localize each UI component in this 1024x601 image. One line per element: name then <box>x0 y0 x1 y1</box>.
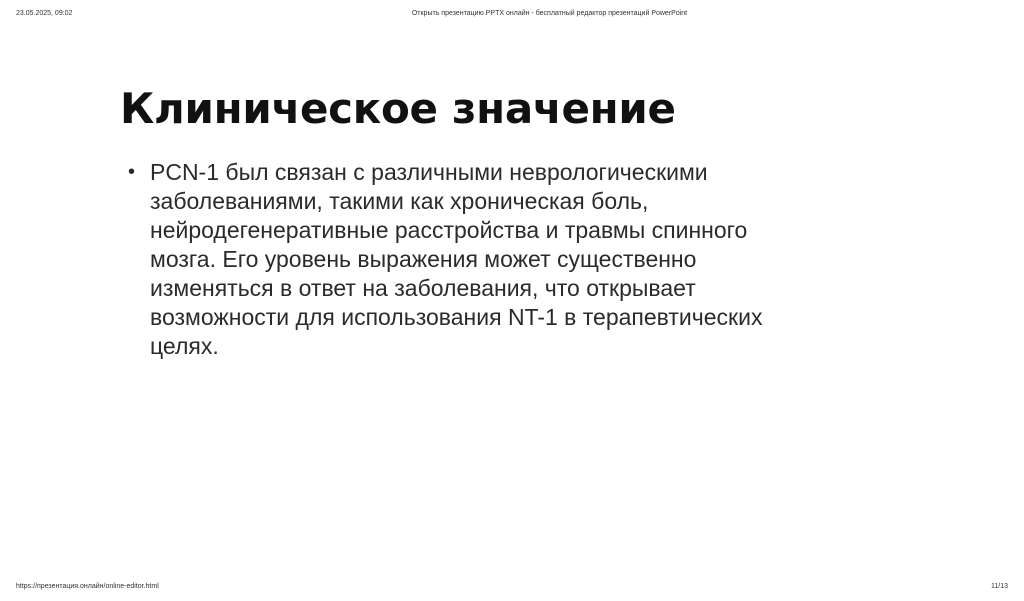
bullet-item <box>128 158 808 361</box>
bullet-line: нейродегенеративные расстройства и травмы спинного <box>150 217 748 243</box>
footer-url: https://презентация.онлайн/online-editor.html <box>16 583 159 590</box>
bullet-line: PCN-1 был связан с различными неврологическими <box>150 159 708 185</box>
bullet-dot-icon: • <box>128 161 136 183</box>
bullet-line: возможности для использования NT-1 в терапевтических <box>150 304 763 330</box>
bullet-line: целях. <box>150 333 219 359</box>
page-number: 11/13 <box>991 583 1008 590</box>
print-date: 23.05.2025, 09:02 <box>16 10 73 17</box>
slide-title: Клиническое значение <box>120 84 676 133</box>
bullet-line: мозга. Его уровень выражения может существенно <box>150 246 697 272</box>
bullet-list <box>128 158 808 361</box>
bullet-line: изменяться в ответ на заболевания, что открывает <box>150 275 696 301</box>
bullet-line: заболеваниями, такими как хроническая боль, <box>150 188 649 214</box>
print-header-title: Открыть презентацию PPTX онлайн - бесплатный редактор презентаций PowerPoint <box>411 10 688 17</box>
